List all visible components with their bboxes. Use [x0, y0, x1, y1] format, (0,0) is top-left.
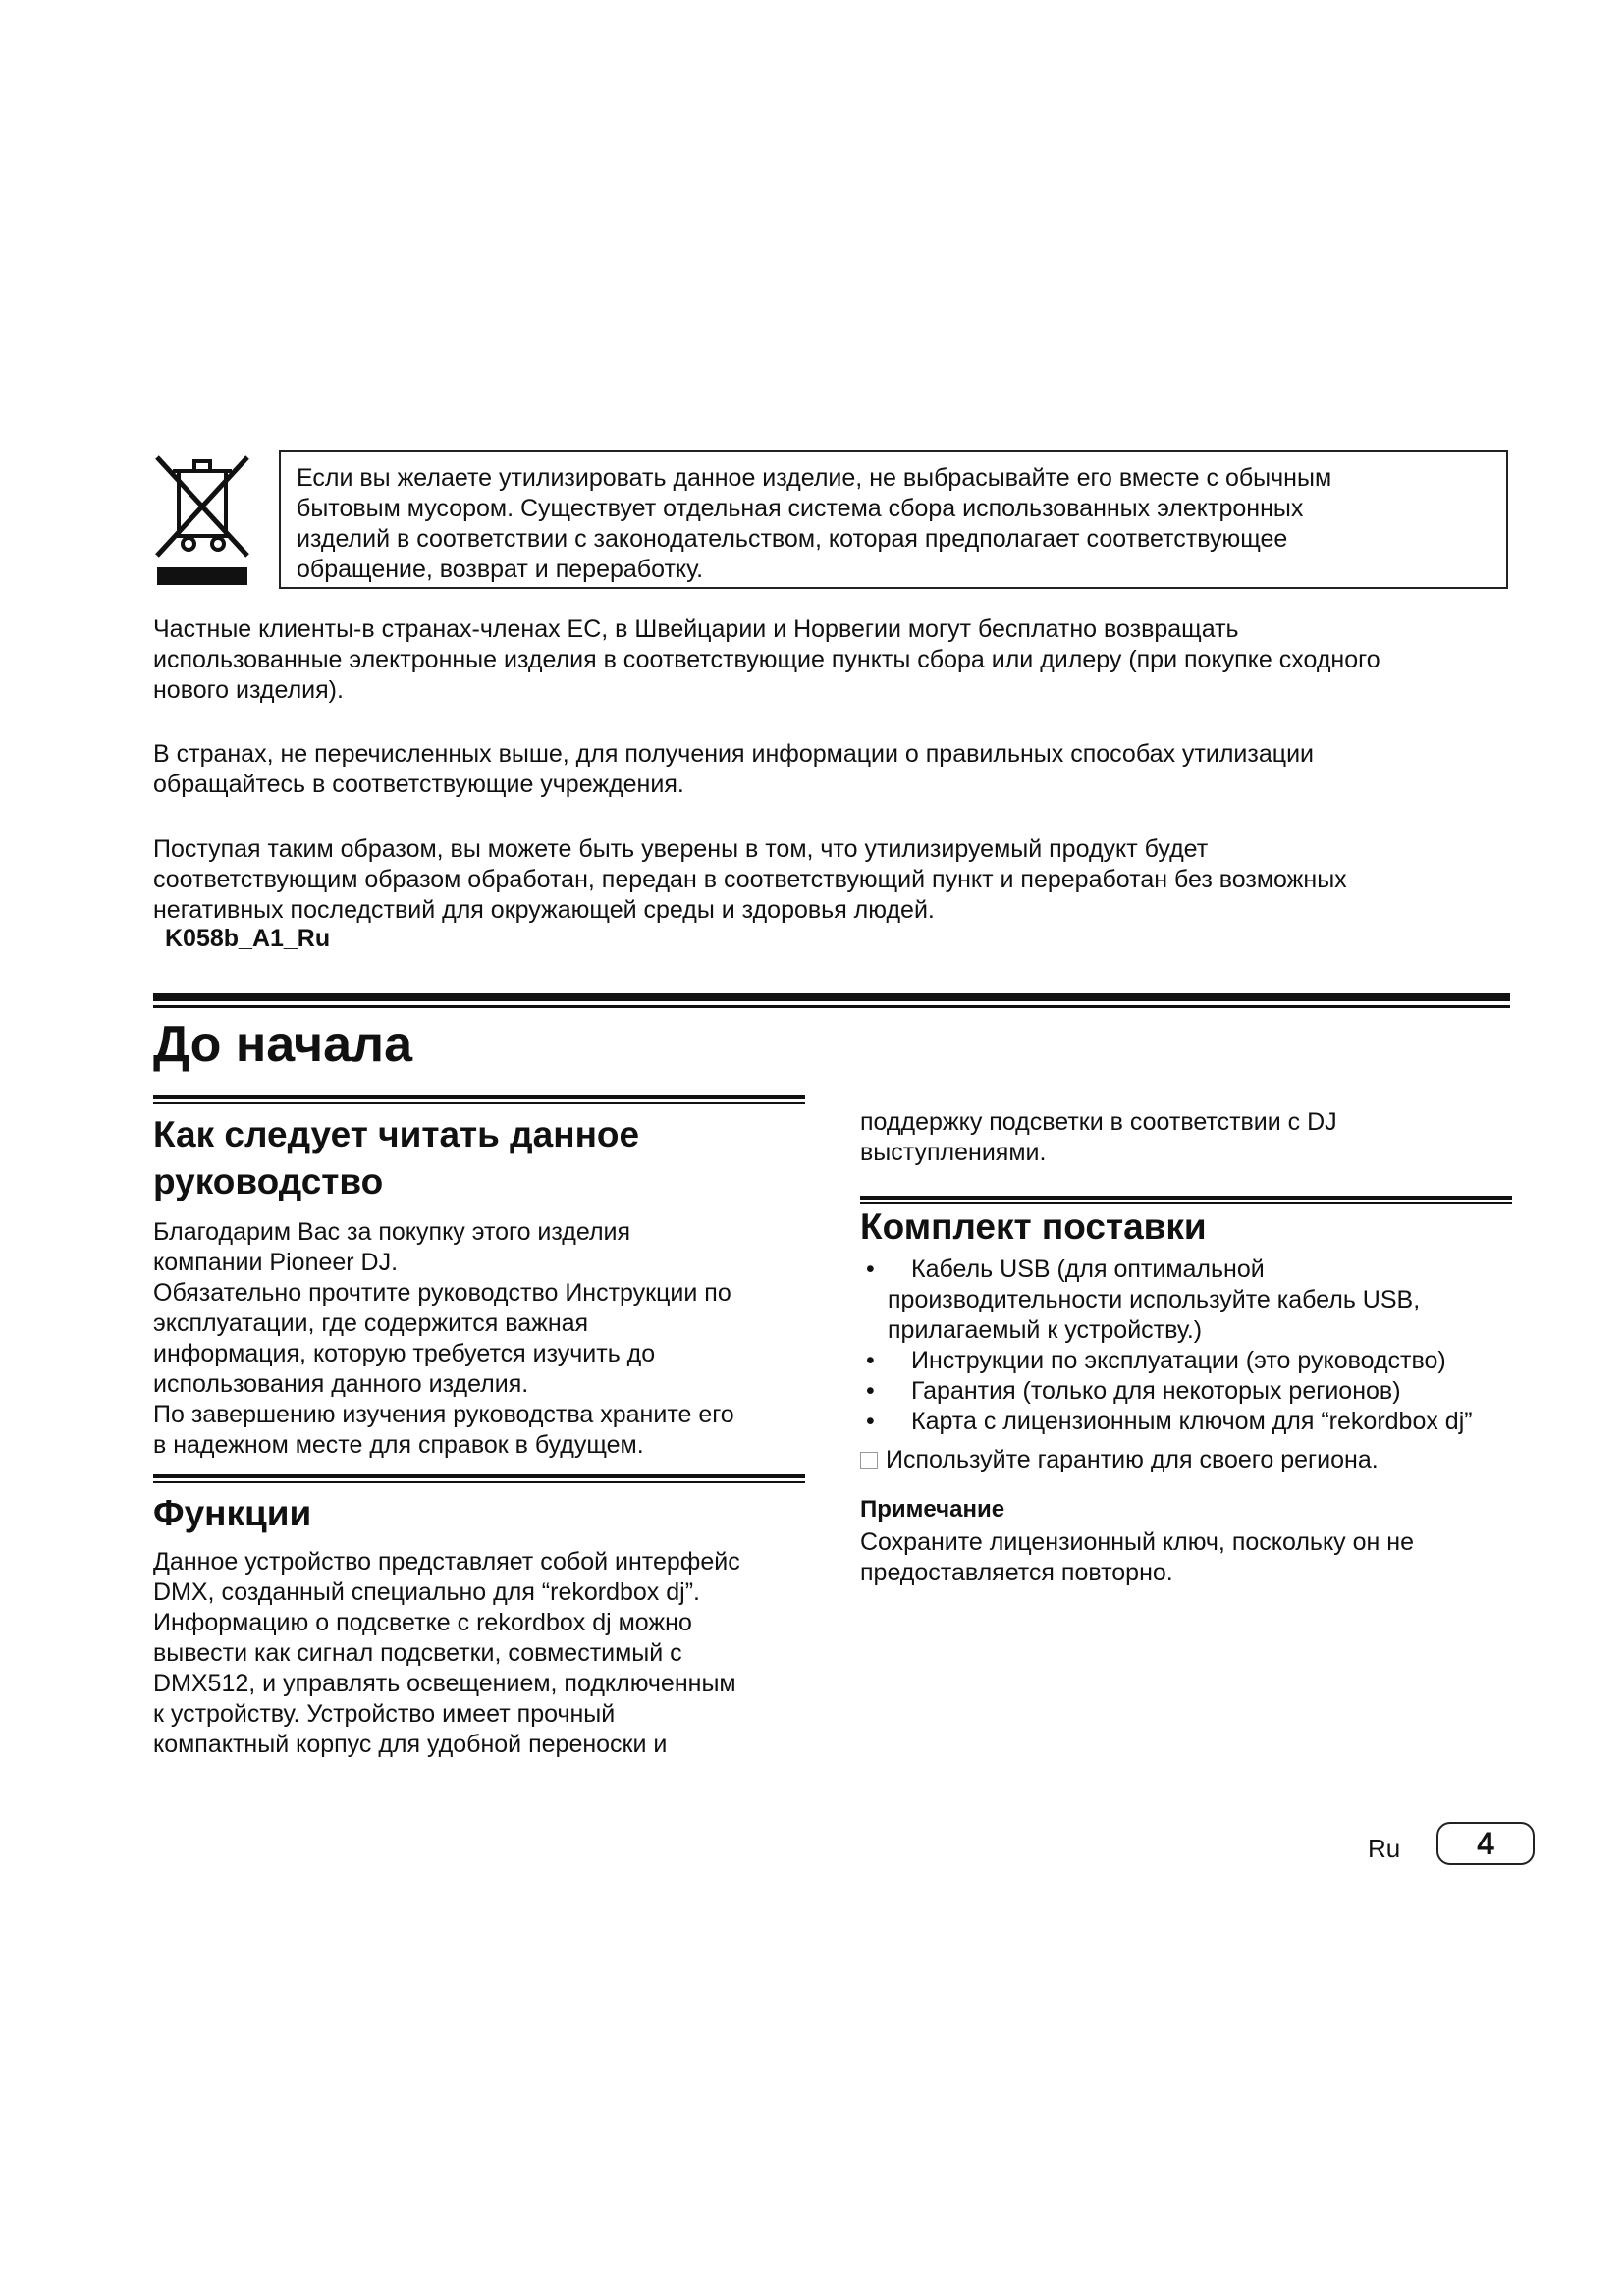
- text-line: Сохраните лицензионный ключ, поскольку он не: [860, 1528, 1414, 1556]
- list-item: [860, 1407, 1473, 1437]
- package-heading: [860, 1203, 1207, 1251]
- text-line: в надежном месте для справок в будущем.: [153, 1431, 644, 1459]
- list-item-text: Гарантия (только для некоторых регионов): [911, 1377, 1401, 1405]
- text-line: поддержку подсветки в соответствии с DJ: [860, 1108, 1337, 1136]
- text-line: предоставляется повторно.: [860, 1559, 1173, 1586]
- heading-line: руководство: [153, 1161, 384, 1201]
- heading-line: Функции: [153, 1493, 312, 1533]
- warranty-note: [860, 1445, 1379, 1475]
- text-line: эксплуатации, где содержится важная: [153, 1309, 589, 1337]
- list-item-text: Кабель USB (для оптимальной: [911, 1255, 1265, 1283]
- crossed-bin-icon: [149, 450, 255, 587]
- list-item: [860, 1346, 1473, 1376]
- weee-notice-box: [279, 450, 1508, 589]
- notice-line: изделий в соответствии с законодательством, которая предполагает соответствующее: [297, 525, 1288, 553]
- notice-line: бытовым мусором. Существует отдельная система сбора использованных электронных: [297, 495, 1304, 522]
- para-line: Частные клиенты-в странах-членах ЕС, в Швейцарии и Норвегии могут бесплатно возвращать: [153, 615, 1239, 643]
- document-code: K058b_A1_Ru: [165, 925, 331, 952]
- para-line: использованные электронные изделия в соответствующие пункты сбора или дилеру (при покупке сходного: [153, 646, 1380, 673]
- text-line: выступлениями.: [860, 1139, 1047, 1166]
- list-item: [860, 1376, 1473, 1407]
- footer-language: Ru: [1368, 1834, 1401, 1863]
- text-line: Информацию о подсветке с rekordbox dj можно: [153, 1609, 692, 1636]
- list-item-text: производительности используйте кабель USB,: [888, 1286, 1421, 1313]
- text-line: вывести как сигнал подсветки, совместимый с: [153, 1639, 682, 1667]
- text-line: Обязательно прочтите руководство Инструкции по: [153, 1279, 731, 1307]
- list-item: [860, 1255, 1473, 1346]
- functions-text: [153, 1547, 740, 1760]
- text-line: использования данного изделия.: [153, 1370, 529, 1398]
- remark-heading: Примечание: [860, 1496, 1005, 1522]
- functions-heading: [153, 1490, 311, 1537]
- text-line: компактный корпус для удобной переноски и: [153, 1731, 668, 1758]
- heading-rule-thin: [153, 1481, 805, 1483]
- text-line: компании Pioneer DJ.: [153, 1249, 399, 1276]
- para-line: обращайтесь в соответствующие учреждения.: [153, 771, 684, 798]
- heading-rule: [153, 1095, 805, 1099]
- weee-paragraph-result: [153, 834, 1528, 926]
- section-rule-top: [153, 993, 1510, 1001]
- notice-line: обращение, возврат и переработку.: [297, 556, 704, 583]
- how-to-read-text: [153, 1217, 734, 1461]
- text-line: Благодарим Вас за покупку этого изделия: [153, 1218, 631, 1246]
- list-item-text: прилагаемый к устройству.): [888, 1316, 1203, 1344]
- text-line: DMX512, и управлять освещением, подключенным: [153, 1670, 736, 1697]
- heading-rule: [860, 1196, 1512, 1200]
- note-icon: [860, 1452, 878, 1469]
- text-line: По завершению изучения руководства храните его: [153, 1401, 734, 1428]
- para-line: Поступая таким образом, вы можете быть уверены в том, что утилизируемый продукт будет: [153, 835, 1209, 863]
- list-item-text: Карта с лицензионным ключом для “rekordbox dj”: [911, 1408, 1473, 1435]
- para-line: нового изделия).: [153, 676, 344, 704]
- heading-rule: [153, 1474, 805, 1478]
- page-number: 4: [1436, 1822, 1535, 1865]
- warranty-note-text: Используйте гарантию для своего региона.: [886, 1446, 1379, 1473]
- section-rule-bottom: [153, 1005, 1510, 1008]
- bullet-glyph: •: [866, 1377, 875, 1405]
- text-line: DMX, созданный специально для “rekordbox dj”.: [153, 1578, 700, 1606]
- para-line: негативных последствий для окружающей среды и здоровья людей.: [153, 896, 935, 924]
- para-line: В странах, не перечисленных выше, для получения информации о правильных способах утилизации: [153, 740, 1314, 768]
- para-line: соответствующим образом обработан, передан в соответствующий пункт и переработан без возможных: [153, 866, 1347, 893]
- heading-line: Комплект поставки: [860, 1206, 1207, 1247]
- section-title: До начала: [153, 1016, 412, 1073]
- bullet-glyph: •: [866, 1408, 875, 1435]
- bullet-glyph: •: [866, 1255, 875, 1283]
- text-line: информация, которую требуется изучить до: [153, 1340, 656, 1367]
- bullet-glyph: •: [866, 1347, 875, 1374]
- text-line: к устройству. Устройство имеет прочный: [153, 1700, 616, 1728]
- heading-rule-thin: [153, 1102, 805, 1104]
- heading-line: Как следует читать данное: [153, 1114, 640, 1154]
- text-line: Данное устройство представляет собой интерфейс: [153, 1548, 740, 1575]
- weee-paragraph-eu: [153, 614, 1528, 706]
- notice-line: Если вы желаете утилизировать данное изделие, не выбрасывайте его вместе с обычным: [297, 464, 1332, 492]
- functions-continuation: [860, 1107, 1337, 1168]
- package-list: [860, 1255, 1473, 1437]
- weee-paragraph-other: [153, 739, 1528, 800]
- list-item-text: Инструкции по эксплуатации (это руководство): [911, 1347, 1446, 1374]
- remark-text: [860, 1527, 1414, 1588]
- how-to-read-heading: [153, 1111, 639, 1205]
